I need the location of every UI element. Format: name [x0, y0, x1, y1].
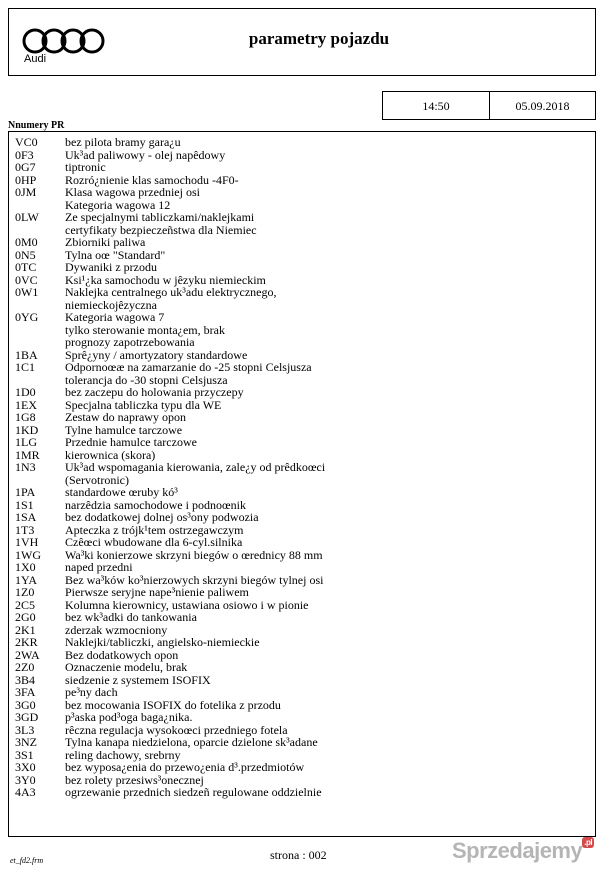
list-item [15, 761, 585, 774]
list-item [15, 686, 585, 699]
pr-description [65, 536, 585, 549]
form-file-name: et_fd2.frm [10, 856, 44, 865]
pr-description [65, 186, 585, 211]
page-number: strona : 002 [270, 848, 327, 862]
description-line: Uk³ad wspomagania kierowania, zale¿y od prêdkoœci [65, 460, 326, 474]
description-line: Kolumna kierownicy, ustawiana osiowo i w pionie [65, 597, 309, 612]
description-line: Tylna kanapa niedzielona, oparcie dzielone sk³adane [65, 735, 318, 749]
list-item [15, 786, 585, 799]
watermark-text: Sprzedajemy [452, 838, 583, 863]
pr-description [65, 661, 585, 674]
pr-code: 0HP [15, 172, 37, 187]
pr-description [65, 686, 585, 699]
list-item [15, 436, 585, 449]
pr-code: 1YA [15, 572, 38, 587]
list-item [15, 236, 585, 249]
description-line: Apteczka z trójk¹tem ostrzegawczym [65, 522, 244, 537]
description-line: siedzenie z systemem ISOFIX [65, 672, 211, 687]
list-item [15, 161, 585, 174]
pr-code: 2K1 [15, 622, 36, 637]
list-item [15, 661, 585, 674]
document-header [8, 8, 596, 76]
pr-code: 0VC [15, 272, 38, 287]
pr-code: 1WG [15, 547, 41, 562]
description-line: bez wyposa¿enia do przewo¿enia d³.przedmiotów [65, 760, 305, 774]
pr-description [65, 736, 585, 749]
description-line: (Servotronic) [65, 472, 129, 487]
list-item [15, 636, 585, 649]
time-value: 14:50 [422, 99, 450, 113]
description-line: ogrzewanie przednich siedzeñ regulowane oddzielnie [65, 785, 322, 799]
description-line: bez pilota bramy gara¿u [65, 135, 181, 149]
list-item [15, 611, 585, 624]
pr-code: 1Z0 [15, 585, 35, 599]
pr-code: 2C5 [15, 597, 36, 612]
pr-description [65, 761, 585, 774]
list-item [15, 561, 585, 574]
description-line: Zbiorniki paliwa [65, 235, 146, 249]
pr-code: 1S1 [15, 497, 34, 512]
page-title: parametry pojazdu [248, 29, 390, 48]
description-line: Bez wa³ków ko³nierzowych skrzyni biegów tylnej osi [65, 572, 324, 587]
description-line: p³aska pod³oga baga¿nika. [65, 710, 193, 724]
description-line: Pierwsze seryjne nape³nienie paliwem [65, 585, 249, 599]
description-line: bez rolety przesiws³onecznej [65, 772, 204, 787]
description-line: Tylna oœ "Standard" [65, 247, 166, 262]
description-line: bez dodatkowej dolnej os³ony podwozia [65, 510, 259, 524]
pr-description [65, 411, 585, 424]
pr-code: 0N5 [15, 247, 36, 262]
pr-code: 2G0 [15, 610, 36, 624]
pr-code: 1BA [15, 347, 38, 362]
pr-description [65, 261, 585, 274]
pr-description [65, 711, 585, 724]
list-item [15, 311, 585, 349]
description-line: Zestaw do naprawy opon [65, 410, 186, 424]
description-line: Przednie hamulce tarczowe [65, 435, 197, 449]
pr-description [65, 136, 585, 149]
description-line: Ksi¹¿ka samochodu w jêzyku niemieckim [65, 272, 266, 287]
pr-code: 1N3 [15, 460, 36, 474]
pr-code: 2KR [15, 635, 38, 649]
description-line: rêczna regulacja wysokoœci przedniego fotela [65, 722, 288, 737]
pr-description [65, 386, 585, 399]
pr-code: 0LW [15, 210, 39, 224]
pr-code: 0G7 [15, 160, 36, 174]
pr-description [65, 586, 585, 599]
pr-rows [15, 136, 585, 799]
description-line: Kategoria wagowa 7 [65, 310, 165, 324]
pr-code: 1SA [15, 510, 37, 524]
pr-description [65, 436, 585, 449]
pr-code: 1X0 [15, 560, 36, 574]
list-item [15, 486, 585, 499]
pr-numbers-list [8, 131, 596, 837]
description-line: reling dachowy, srebrny [65, 747, 181, 762]
description-line: Naklejki/tabliczki, angielsko-niemieckie [65, 635, 260, 649]
pr-code: 3Y0 [15, 772, 36, 787]
pr-code: 0W1 [15, 285, 39, 299]
list-item [15, 536, 585, 549]
description-line: kierownica (skora) [65, 447, 156, 462]
list-item [15, 511, 585, 524]
list-item [15, 411, 585, 424]
description-line: narzêdzia samochodowe i podnoœnik [65, 497, 246, 512]
description-line: Wa³ki konierzowe skrzyni biegów o œrednicy 88 mm [65, 547, 323, 562]
timestamp-box [382, 91, 596, 120]
pr-code: 3X0 [15, 760, 36, 774]
pr-description [65, 461, 585, 486]
description-line: Naklejka centralnego uk³adu elektrycznego, [65, 285, 277, 299]
pr-code: 3S1 [15, 747, 34, 762]
watermark [452, 838, 592, 872]
pr-description [65, 511, 585, 524]
pr-description [65, 786, 585, 799]
pr-code: 1PA [15, 485, 36, 499]
description-line: standardowe œruby kó³ [65, 485, 178, 499]
pr-description [65, 161, 585, 174]
pr-description [65, 361, 585, 386]
pr-code: 0M0 [15, 235, 38, 249]
description-line: Bez dodatkowych opon [65, 647, 179, 662]
list-item [15, 736, 585, 749]
pr-description [65, 549, 585, 562]
description-line: Rozró¿nienie klas samochodu -4F0- [65, 172, 239, 187]
description-line: certyfikaty bezpieczeñstwa dla Niemiec [65, 222, 257, 237]
list-item [15, 361, 585, 386]
pr-description [65, 286, 585, 311]
description-line: Tylne hamulce tarczowe [65, 422, 183, 437]
description-line: bez wk³adki do tankowania [65, 610, 197, 624]
pr-description [65, 211, 585, 236]
pr-code: 1MR [15, 447, 40, 462]
description-line: Oznaczenie modelu, brak [65, 660, 188, 674]
pr-code: 1EX [15, 397, 37, 412]
list-item [15, 286, 585, 311]
pr-description [65, 674, 585, 687]
description-line: Sprê¿yny / amortyzatory standardowe [65, 347, 248, 362]
pr-code: 1T3 [15, 522, 35, 537]
pr-code: 1VH [15, 535, 39, 549]
pr-code: 3L3 [15, 722, 35, 737]
pr-description [65, 561, 585, 574]
description-line: niemieckojêzyczna [65, 297, 157, 312]
pr-description [65, 236, 585, 249]
pr-code: 4A3 [15, 785, 36, 799]
description-line: naped przedni [65, 560, 133, 574]
description-line: tolerancja do -30 stopni Celsjusza [65, 372, 228, 387]
list-item [15, 136, 585, 149]
watermark-tld: .pl [584, 838, 593, 847]
list-item [15, 461, 585, 486]
list-item [15, 261, 585, 274]
pr-description [65, 149, 585, 162]
pr-description [65, 486, 585, 499]
list-item [15, 386, 585, 399]
pr-code: 1C1 [15, 360, 36, 374]
pr-description [65, 611, 585, 624]
pr-code: 0TC [15, 260, 37, 274]
description-line: Uk³ad paliwowy - olej napêdowy [65, 147, 226, 162]
description-line: zderzak wzmocniony [65, 622, 168, 637]
description-line: bez zaczepu do holowania przyczepy [65, 385, 244, 399]
description-line: Kategoria wagowa 12 [65, 197, 171, 212]
pr-code: 3NZ [15, 735, 37, 749]
description-line: prognozy zapotrzebowania [65, 335, 195, 349]
pr-code: 1D0 [15, 385, 36, 399]
list-item [15, 711, 585, 724]
description-line: Odpornoœæ na zamarzanie do -25 stopni Celsjusza [65, 360, 312, 374]
pr-description [65, 636, 585, 649]
pr-code: 3FA [15, 685, 36, 699]
pr-code: 0YG [15, 310, 39, 324]
pr-code: 1KD [15, 422, 39, 437]
description-line: bez mocowania ISOFIX do fotelika z przodu [65, 697, 281, 712]
description-line: pe³ny dach [65, 685, 118, 699]
description-line: Czêœci wbudowane dla 6-cyl.silnika [65, 535, 243, 549]
pr-code: 3B4 [15, 672, 36, 687]
brand-name: Audi [24, 53, 47, 65]
description-line: Specjalna tabliczka typu dla WE [65, 397, 222, 412]
description-line: Klasa wagowa przedniej osi [65, 185, 200, 199]
pr-code: 3GD [15, 710, 39, 724]
section-label: Nnumery PR [8, 120, 65, 131]
pr-code: 1LG [15, 435, 37, 449]
pr-description [65, 311, 585, 349]
pr-code: 0F3 [15, 147, 34, 162]
date-value: 05.09.2018 [515, 99, 570, 113]
description-line: Ze specjalnymi tabliczkami/naklejkami [65, 210, 255, 224]
pr-code: 0JM [15, 185, 37, 199]
list-item [15, 186, 585, 211]
list-item [15, 586, 585, 599]
pr-code: 2Z0 [15, 660, 35, 674]
pr-code: 1G8 [15, 410, 36, 424]
list-item [15, 211, 585, 236]
description-line: tiptronic [65, 160, 106, 174]
description-line: Dywaniki z przodu [65, 260, 157, 274]
pr-code: 3G0 [15, 697, 36, 712]
description-line: tylko sterowanie monta¿em, brak [65, 322, 225, 337]
pr-code: VC0 [15, 135, 38, 149]
pr-code: 2WA [15, 647, 40, 662]
